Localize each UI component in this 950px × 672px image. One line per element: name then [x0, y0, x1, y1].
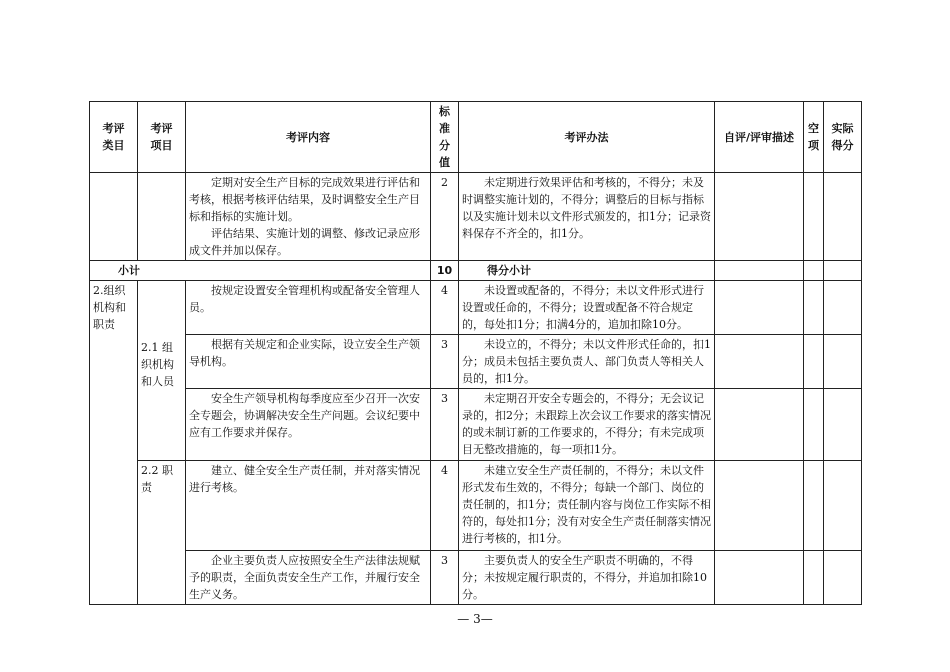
cell-empty [715, 261, 804, 281]
header-category: 考评 类目 [90, 102, 138, 173]
method-cell [459, 173, 715, 261]
item-cell: 2.1 组织机构和人员 [138, 335, 186, 461]
method-cell [459, 335, 715, 389]
cell-empty [824, 389, 862, 461]
cell-empty [824, 461, 862, 551]
method-text: 主要负责人的安全生产职责不明确的，不得分；未按规定履行职责的，不得分，并追加扣除10分。 [462, 554, 707, 601]
header-actual-score: 实际 得分 [824, 102, 862, 173]
method-cell [459, 551, 715, 605]
method-cell [459, 281, 715, 335]
score-cell: 2 [431, 173, 459, 261]
header-item: 考评 项目 [138, 102, 186, 173]
cell-empty [804, 281, 824, 335]
item-cell: 2.2 职责 [138, 461, 186, 605]
cell-empty [138, 281, 186, 335]
header-self-evaluation: 自评/评审描述 [715, 102, 804, 173]
score-cell: 3 [431, 551, 459, 605]
header-row [90, 102, 862, 173]
table-row [90, 173, 862, 261]
cell-empty [715, 551, 804, 605]
cell-empty [715, 281, 804, 335]
content-text: 根据有关规定和企业实际，设立安全生产领导机构。 [189, 338, 420, 368]
cell-empty [824, 173, 862, 261]
cell-empty [824, 551, 862, 605]
score-cell: 4 [431, 461, 459, 551]
content-text: 定期对安全生产目标的完成效果进行评估和考核，根据考核评估结果，及时调整安全生产目标和指标的实施计划。 [189, 176, 420, 223]
cell-empty [804, 173, 824, 261]
score-cell: 4 [431, 281, 459, 335]
table-row [90, 389, 862, 461]
header-method: 考评办法 [459, 102, 715, 173]
header-empty-item: 空 项 [804, 102, 824, 173]
cell-empty [804, 389, 824, 461]
subtotal-row [90, 261, 862, 281]
cell-empty [804, 261, 824, 281]
table-row [90, 335, 862, 389]
cell-empty [138, 173, 186, 261]
cell-empty [715, 389, 804, 461]
cell-empty [804, 551, 824, 605]
subtotal-method-label: 得分小计 [459, 261, 715, 281]
header-content: 考评内容 [186, 102, 431, 173]
cell-empty [824, 281, 862, 335]
cell-empty [804, 461, 824, 551]
content-text: 安全生产领导机构每季度应至少召开一次安全专题会，协调解决安全生产问题。会议纪要中应有工作要求并保存。 [189, 392, 420, 439]
method-cell [459, 461, 715, 551]
cell-empty [715, 335, 804, 389]
method-text: 未定期进行效果评估和考核的，不得分；未及时调整实施计划的，不得分；调整后的目标与指标以及实施计划未以文件形式颁发的，扣1分；记录资料保存不齐全的，扣1分。 [462, 176, 711, 240]
content-text: 按规定设置安全管理机构或配备安全管理人员。 [189, 284, 420, 314]
score-cell: 3 [431, 389, 459, 461]
method-text: 未设置或配备的，不得分；未以文件形式进行设置或任命的，不得分；设置或配备不符合规定的，每处扣1分；扣满4分的，追加扣除10分。 [462, 284, 704, 331]
subtotal-label: 小计 [90, 261, 431, 281]
cell-empty [715, 461, 804, 551]
content-cell [186, 335, 431, 389]
content-text: 评估结果、实施计划的调整、修改记录应形成文件并加以保存。 [189, 227, 420, 257]
method-text: 未定期召开安全专题会的，不得分；无会议记录的，扣2分；未跟踪上次会议工作要求的落实情况的或未制订新的工作要求的，不得分；有未完成项目无整改措施的，每一项扣1分。 [462, 392, 711, 456]
content-text: 建立、健全安全生产责任制，并对落实情况进行考核。 [189, 464, 420, 494]
header-standard-score: 标准 分值 [431, 102, 459, 173]
content-cell [186, 461, 431, 551]
cell-empty [824, 335, 862, 389]
method-text: 未建立安全生产责任制的，不得分；未以文件形式发布生效的，不得分；每缺一个部门、岗位的责任制的，扣1分；责任制内容与岗位工作实际不相符的，每处扣1分；没有对安全生产责任制落实情况进行考核的，扣1分。 [462, 464, 711, 545]
cell-empty [824, 261, 862, 281]
content-cell [186, 173, 431, 261]
content-cell [186, 281, 431, 335]
table-row [90, 281, 862, 335]
content-cell [186, 551, 431, 605]
table-row [90, 551, 862, 605]
content-text: 企业主要负责人应按照安全生产法律法规赋予的职责，全面负责安全生产工作，并履行安全生产义务。 [189, 554, 420, 601]
subtotal-score: 10 [431, 261, 459, 281]
method-text: 未设立的，不得分；未以文件形式任命的，扣1分；成员未包括主要负责人、部门负责人等相关人员的，扣1分。 [462, 338, 711, 385]
table-row [90, 461, 862, 551]
method-cell [459, 389, 715, 461]
cell-empty [804, 335, 824, 389]
page-number: — 3— [457, 612, 493, 626]
evaluation-table [89, 101, 862, 605]
category-cell: 2.组织机构和职责 [90, 281, 138, 605]
score-cell: 3 [431, 335, 459, 389]
cell-empty [90, 173, 138, 261]
cell-empty [715, 173, 804, 261]
content-cell [186, 389, 431, 461]
